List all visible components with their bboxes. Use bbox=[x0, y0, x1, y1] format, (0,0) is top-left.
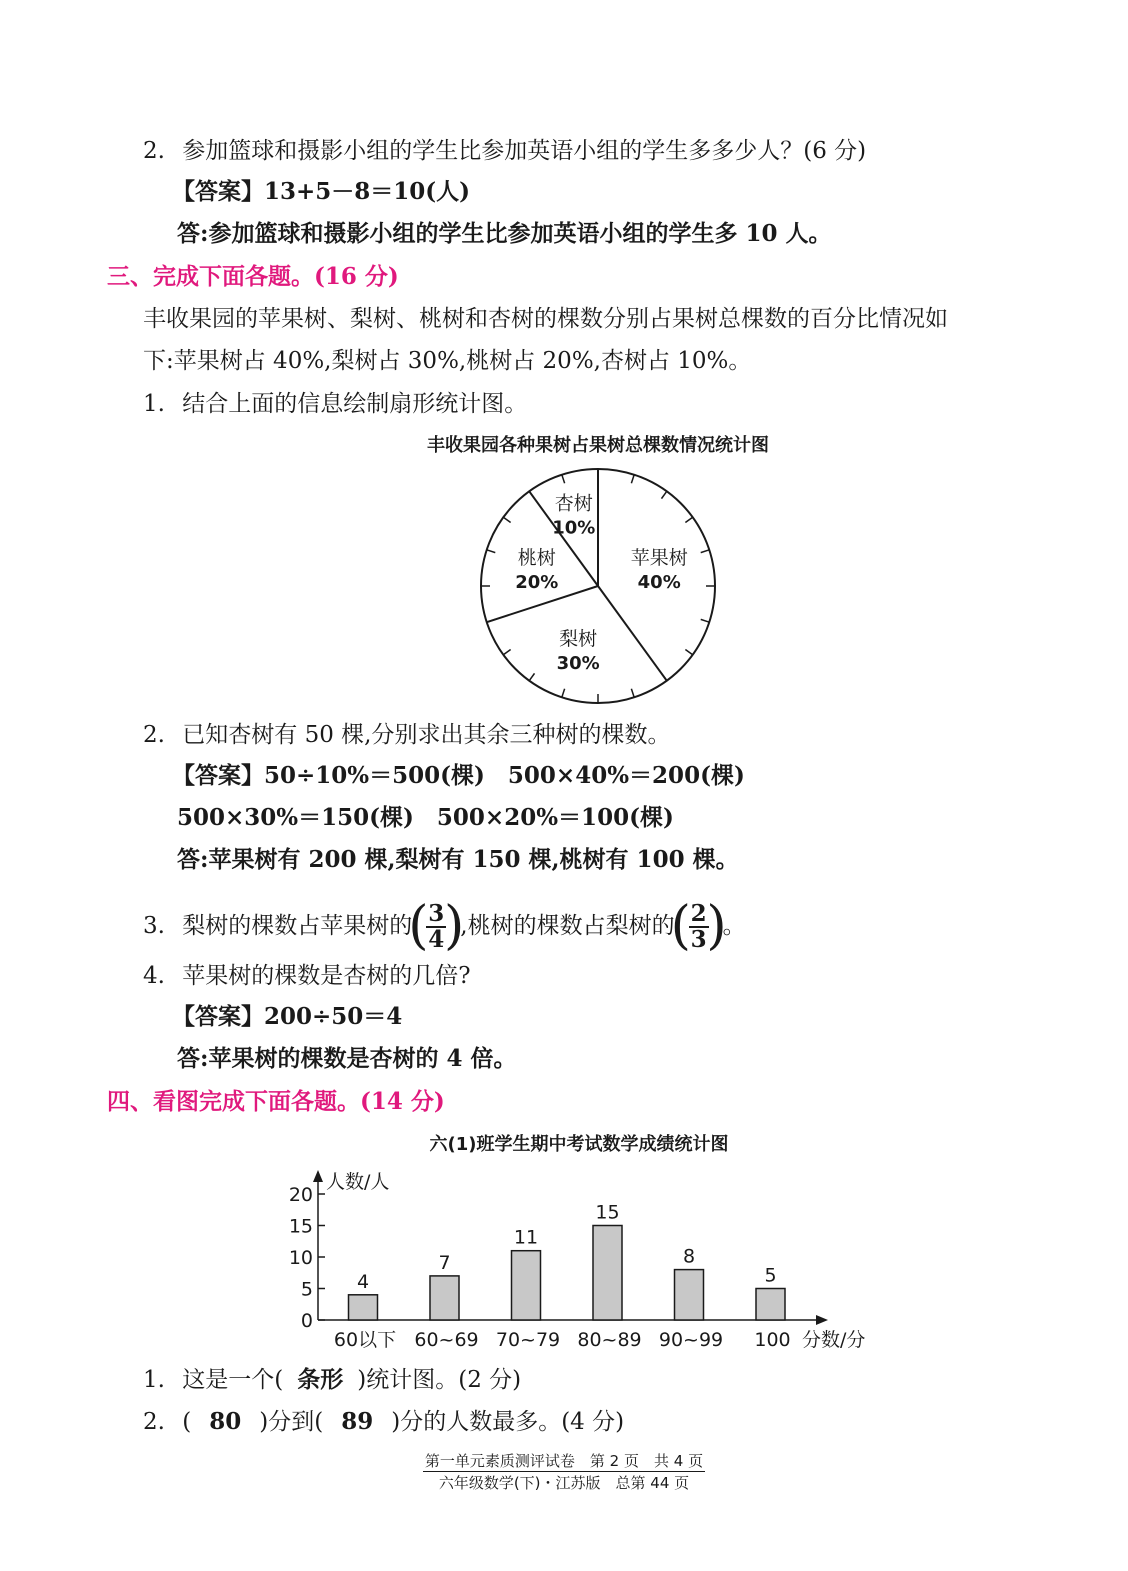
pie-tick bbox=[631, 475, 634, 484]
bar bbox=[349, 1295, 378, 1320]
question-number: 2. bbox=[143, 138, 165, 164]
bar bbox=[430, 1276, 459, 1320]
q2-question bbox=[143, 136, 866, 166]
question-text: 。 bbox=[722, 913, 746, 939]
q2-answer: 【答案】13+5－8＝10(人) bbox=[172, 178, 471, 205]
pie-slice-percent: 40% bbox=[637, 572, 681, 594]
question-text: 结合上面的信息绘制扇形统计图。 bbox=[182, 391, 528, 417]
fraction-numerator: 2 bbox=[690, 900, 707, 927]
section3-title: 三、完成下面各题。(16 分) bbox=[107, 263, 399, 290]
bar-chart bbox=[0, 1125, 1128, 1355]
pie-slice-label: 苹果树 bbox=[630, 547, 688, 570]
bar-value-label: 5 bbox=[764, 1264, 777, 1287]
question-text: ( bbox=[182, 1409, 192, 1435]
question-text: ,桃树的棵数占梨树的 bbox=[460, 913, 675, 939]
fill-in-answer: 89 bbox=[341, 1408, 374, 1435]
y-axis-arrow bbox=[313, 1170, 323, 1182]
pie-tick bbox=[685, 649, 692, 654]
pie-tick bbox=[503, 649, 510, 654]
bar bbox=[756, 1289, 785, 1321]
q2-reply: 答:参加篮球和摄影小组的学生比参加英语小组的学生多 10 人。 bbox=[177, 220, 832, 247]
pie-slice-label: 杏树 bbox=[554, 492, 593, 515]
s3-q2-answer-1: 【答案】50÷10%＝500(棵) 500×40%＝200(棵) bbox=[172, 762, 745, 789]
pie-tick bbox=[487, 550, 496, 553]
paren-open: ( bbox=[670, 896, 691, 956]
question-number: 3. bbox=[143, 913, 165, 939]
pie-slice-label: 梨树 bbox=[559, 628, 598, 651]
s3-q1 bbox=[143, 389, 527, 419]
question-text: )统计图。(2 分) bbox=[357, 1367, 522, 1393]
pie-tick bbox=[562, 475, 565, 484]
fill-in-answer: 条形 bbox=[297, 1366, 344, 1393]
paren-open: ( bbox=[408, 896, 429, 956]
pie-tick bbox=[685, 517, 692, 522]
section4-title: 四、看图完成下面各题。(14 分) bbox=[107, 1088, 445, 1115]
pie-tick bbox=[631, 689, 634, 698]
s3-q2-reply: 答:苹果树有 200 棵,梨树有 150 棵,桃树有 100 棵。 bbox=[177, 846, 739, 873]
question-number: 1. bbox=[143, 1367, 165, 1393]
bar-value-label: 15 bbox=[595, 1201, 620, 1224]
pie-slice-percent: 30% bbox=[556, 653, 600, 675]
question-number: 2. bbox=[143, 722, 165, 748]
fraction-denominator: 4 bbox=[428, 926, 445, 953]
s3-q3 bbox=[143, 896, 746, 956]
fraction-answer-2 bbox=[670, 896, 727, 956]
question-text: 参加篮球和摄影小组的学生比参加英语小组的学生多多少人？(6 分) bbox=[182, 138, 867, 164]
x-axis-label: 分数/分 bbox=[802, 1329, 866, 1351]
y-tick-label: 5 bbox=[300, 1278, 313, 1301]
question-text: 这是一个( bbox=[182, 1367, 284, 1393]
section3-intro-2: 下:苹果树占 40%,梨树占 30%,桃树占 20%,杏树占 10%。 bbox=[143, 348, 752, 374]
y-axis-label: 人数/人 bbox=[326, 1171, 390, 1193]
bar-value-label: 4 bbox=[356, 1270, 370, 1293]
pie-slice-percent: 20% bbox=[515, 572, 559, 594]
pie-tick bbox=[661, 491, 666, 498]
pie-slice-percent: 10% bbox=[552, 517, 596, 539]
y-tick-label: 0 bbox=[300, 1310, 313, 1332]
s3-q4-reply: 答:苹果树的棵数是杏树的 4 倍。 bbox=[177, 1045, 517, 1072]
x-tick-label: 60~69 bbox=[414, 1329, 479, 1351]
s3-q4-answer: 【答案】200÷50＝4 bbox=[172, 1003, 403, 1030]
x-tick-label: 100 bbox=[754, 1329, 791, 1351]
bar-value-label: 11 bbox=[513, 1226, 539, 1249]
x-axis-arrow bbox=[816, 1315, 828, 1325]
pie-tick bbox=[529, 673, 534, 680]
fraction-numerator: 3 bbox=[428, 900, 445, 927]
y-tick-label: 10 bbox=[288, 1247, 313, 1269]
pie-slice-boundary bbox=[598, 586, 667, 681]
s3-q4 bbox=[143, 961, 471, 991]
fraction-denominator: 3 bbox=[690, 926, 707, 953]
s4-q1 bbox=[143, 1365, 521, 1395]
footer-line-2: 六年级数学(下)・江苏版 总第 44 页 bbox=[438, 1474, 690, 1492]
s4-q2 bbox=[143, 1407, 624, 1437]
pie-tick bbox=[562, 689, 565, 698]
fill-in-answer: 80 bbox=[209, 1408, 242, 1435]
y-tick-label: 15 bbox=[288, 1215, 313, 1238]
question-number: 4. bbox=[143, 963, 165, 989]
pie-tick bbox=[701, 550, 710, 553]
s3-q2 bbox=[143, 720, 670, 750]
bar bbox=[675, 1270, 704, 1320]
bar bbox=[593, 1226, 622, 1321]
pie-chart bbox=[0, 428, 1128, 718]
question-number: 1. bbox=[143, 391, 165, 417]
question-text: 已知杏树有 50 棵,分别求出其余三种树的棵数。 bbox=[182, 722, 671, 748]
x-tick-label: 90~99 bbox=[658, 1329, 724, 1351]
section3-intro-1: 丰收果园的苹果树、梨树、桃树和杏树的棵数分别占果树总棵数的百分比情况如 bbox=[143, 306, 948, 332]
x-tick-label: 80~89 bbox=[577, 1329, 642, 1351]
footer-line-1: 第一单元素质测评试卷 第 2 页 共 4 页 bbox=[424, 1452, 704, 1470]
pie-tick bbox=[701, 619, 710, 622]
x-tick-label: 60以下 bbox=[333, 1329, 397, 1351]
pie-tick bbox=[503, 517, 510, 522]
question-text: )分的人数最多。(4 分) bbox=[391, 1409, 625, 1435]
pie-chart-title: 丰收果园各种果树占果树总棵数情况统计图 bbox=[427, 435, 769, 456]
question-text: 梨树的棵数占苹果树的 bbox=[182, 913, 413, 939]
bar bbox=[512, 1251, 541, 1320]
s3-q2-answer-2: 500×30%＝150(棵) 500×20%＝100(棵) bbox=[177, 804, 674, 831]
x-tick-label: 70~79 bbox=[495, 1329, 561, 1351]
bar-value-label: 8 bbox=[682, 1245, 696, 1268]
question-number: 2. bbox=[143, 1409, 165, 1435]
bar-value-label: 7 bbox=[438, 1251, 451, 1274]
paren-close: ) bbox=[443, 896, 465, 956]
fraction-answer-1 bbox=[408, 896, 465, 956]
paren-close: ) bbox=[706, 896, 727, 956]
question-text: 苹果树的棵数是杏树的几倍? bbox=[182, 963, 471, 989]
pie-slice-label: 桃树 bbox=[517, 547, 556, 570]
bar-chart-title: 六(1)班学生期中考试数学成绩统计图 bbox=[429, 1134, 729, 1155]
footer bbox=[0, 1452, 1128, 1472]
question-text: )分到( bbox=[259, 1409, 324, 1435]
y-tick-label: 20 bbox=[288, 1184, 313, 1206]
